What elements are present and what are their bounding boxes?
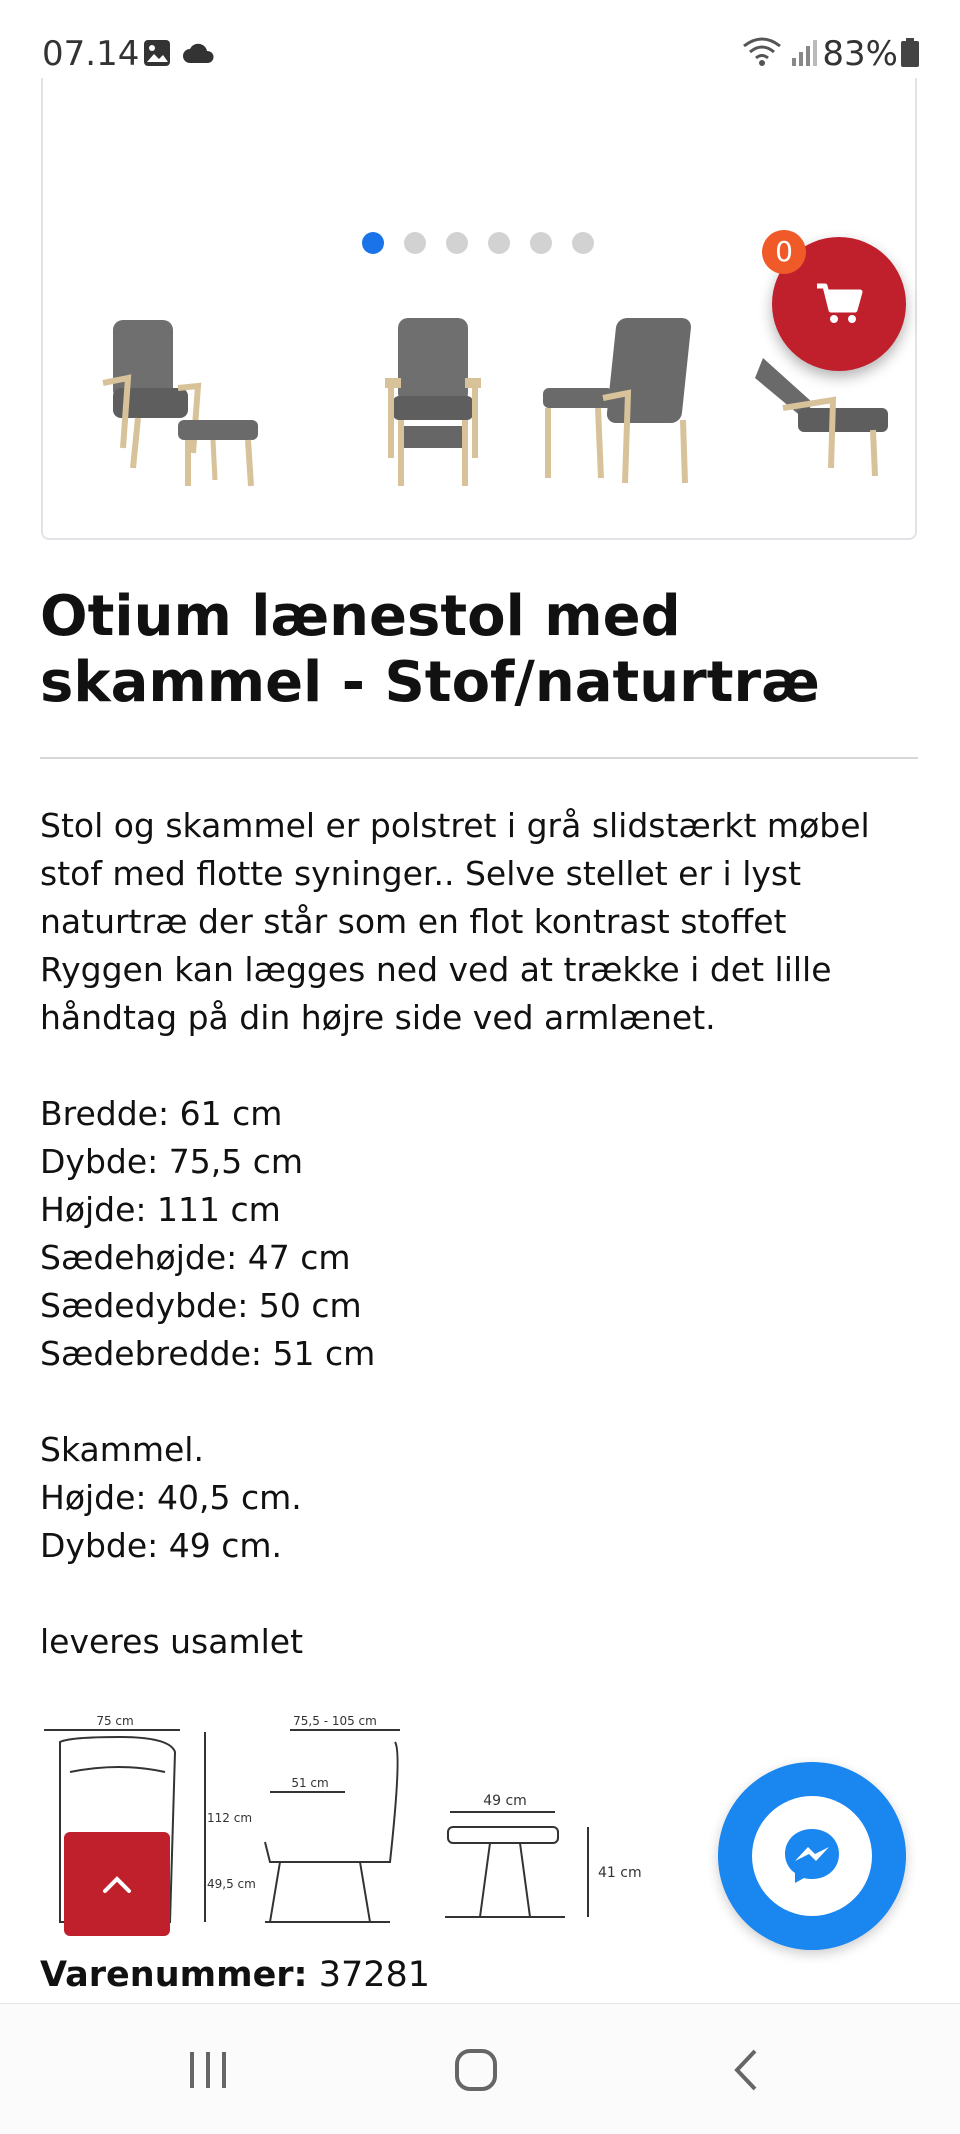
drawing-label: 49 cm <box>483 1793 527 1809</box>
stool-heading: Skammel. <box>40 1430 204 1469</box>
gallery-dot[interactable] <box>446 232 468 254</box>
gallery-dot[interactable] <box>362 232 384 254</box>
shopping-cart-icon <box>815 282 863 326</box>
back-icon <box>731 2048 761 2092</box>
gallery-dot[interactable] <box>488 232 510 254</box>
dimension-line: Dybde: 75,5 cm <box>40 1142 304 1181</box>
gallery-dot[interactable] <box>404 232 426 254</box>
dimension-line: Sædedybde: 50 cm <box>40 1286 362 1325</box>
cart-count-badge: 0 <box>762 230 806 274</box>
dimension-line: Højde: 111 cm <box>40 1190 281 1229</box>
drawing-label: 49,5 cm <box>207 1877 256 1891</box>
recent-apps-icon <box>186 2050 230 2090</box>
stool-dimension-line: Dybde: 49 cm. <box>40 1526 283 1565</box>
drawing-label: 51 cm <box>291 1776 329 1790</box>
scroll-to-top-button[interactable] <box>64 1832 170 1936</box>
messenger-icon <box>781 1825 843 1887</box>
system-navigation-bar <box>0 2003 960 2134</box>
drawing-label: 41 cm <box>598 1865 642 1881</box>
product-thumbnail[interactable] <box>333 308 533 508</box>
dimension-line: Sædehøjde: 47 cm <box>40 1238 351 1277</box>
product-thumbnail[interactable] <box>83 308 283 508</box>
home-button[interactable] <box>436 2040 516 2100</box>
dimension-line: Bredde: 61 cm <box>40 1094 283 1133</box>
delivery-note: leveres usamlet <box>40 1622 304 1661</box>
signal-icon <box>790 38 818 68</box>
drawing-label: 112 cm <box>207 1811 253 1825</box>
description-paragraph: Stol og skammel er polstret i grå slidstærkt møbel stof med flotte syninger.. Selve stellet er i lyst naturtræ der står som en flot kontrast stoffet <box>40 806 870 941</box>
status-time: 07.14 <box>42 34 140 74</box>
messenger-chat-button[interactable] <box>718 1762 906 1950</box>
product-thumbnail[interactable] <box>533 308 733 508</box>
sku-value: 37281 <box>307 1955 431 1995</box>
gallery-dot[interactable] <box>530 232 552 254</box>
chevron-up-icon <box>102 1874 132 1894</box>
wifi-icon <box>742 36 782 68</box>
product-title: Otium lænestol med skammel - Stof/naturtræ <box>40 584 820 715</box>
title-divider <box>40 757 918 759</box>
sku-label: Varenummer: <box>40 1955 308 1995</box>
status-bar <box>0 0 960 84</box>
home-icon <box>454 2048 498 2092</box>
gallery-dot[interactable] <box>572 232 594 254</box>
battery-percent: 83% <box>822 34 898 74</box>
product-description <box>40 802 930 1666</box>
messenger-icon-container <box>752 1796 872 1916</box>
back-button[interactable] <box>706 2040 786 2100</box>
battery-icon <box>900 38 920 68</box>
gallery-icon <box>142 38 172 68</box>
recent-apps-button[interactable] <box>168 2040 248 2100</box>
drawing-label: 75 cm <box>96 1714 134 1728</box>
drawing-label: 75,5 - 105 cm <box>293 1714 377 1728</box>
description-paragraph: Ryggen kan lægges ned ved at trække i det lille håndtag på din højre side ved armlænet. <box>40 950 832 1037</box>
dimension-line: Sædebredde: 51 cm <box>40 1334 376 1373</box>
cloud-icon <box>182 42 216 64</box>
gallery-pagination <box>362 232 594 254</box>
sku <box>40 1955 430 1995</box>
stool-dimension-line: Højde: 40,5 cm. <box>40 1478 302 1517</box>
